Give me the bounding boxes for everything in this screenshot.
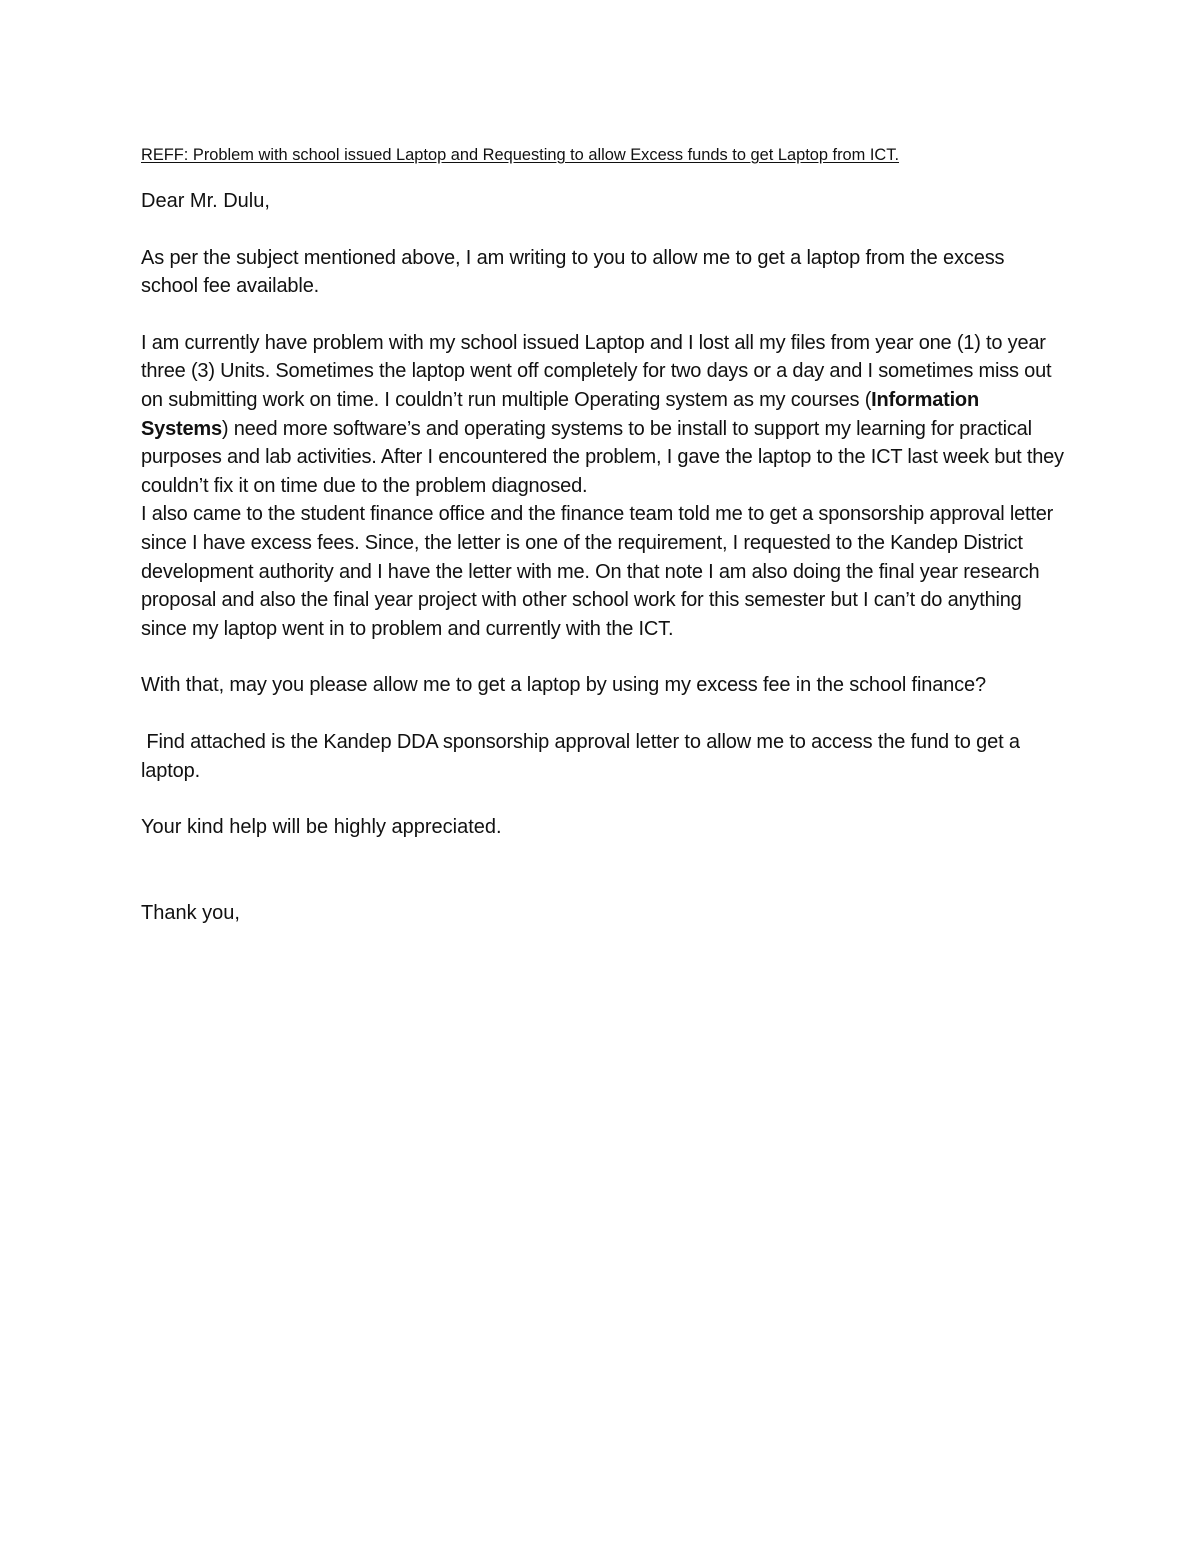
subject-line: REFF: Problem with school issued Laptop and Requesting to allow Excess funds to get Laptop from ICT.: [141, 146, 900, 164]
greeting: Dear Mr. Dulu,: [141, 190, 270, 212]
paragraph-problem: [141, 329, 1066, 501]
paragraph-request: As per the subject mentioned above, I am writing to you to allow me to get a laptop from the excess school fee available.: [141, 246, 1005, 298]
paragraph-ask: With that, may you please allow me to get a laptop by using my excess fee in the school finance?: [141, 674, 986, 697]
paragraph-problem-text-2: ) need more software’s and operating systems to be install to support my learning for practical purposes and lab activities. After I encountered the problem, I gave the laptop to the ICT last week but they couldn’t fix it on time due to the problem diagnosed.: [141, 417, 1064, 497]
letter-body: [141, 143, 1066, 955]
closing: Thank you,: [141, 901, 240, 924]
course-name: Information Systems: [141, 388, 979, 440]
paragraph-finance: I also came to the student finance office and the finance team told me to get a sponsorship approval letter since I have excess fees. Since, the letter is one of the requirement, I requested to the Kandep District development authority and I have the letter with me. On that note I am also doing the final year research proposal and also the final year project with other school work for this semester but I can’t do anything since my laptop went in to problem and currently with the ICT.: [141, 503, 1054, 640]
paragraph-appreciation: Your kind help will be highly appreciated.: [141, 816, 502, 839]
paragraph-problem-text-1: I am currently have problem with my school issued Laptop and I lost all my files from year one (1) to year three (3) Units. Sometimes the laptop went off completely for two days or a day and I sometimes miss out on submitting work on time. I couldn’t run multiple Operating system as my courses (: [141, 331, 1052, 411]
paragraph-attachment: Find attached is the Kandep DDA sponsorship approval letter to allow me to access the fund to get a laptop.: [141, 730, 1026, 782]
